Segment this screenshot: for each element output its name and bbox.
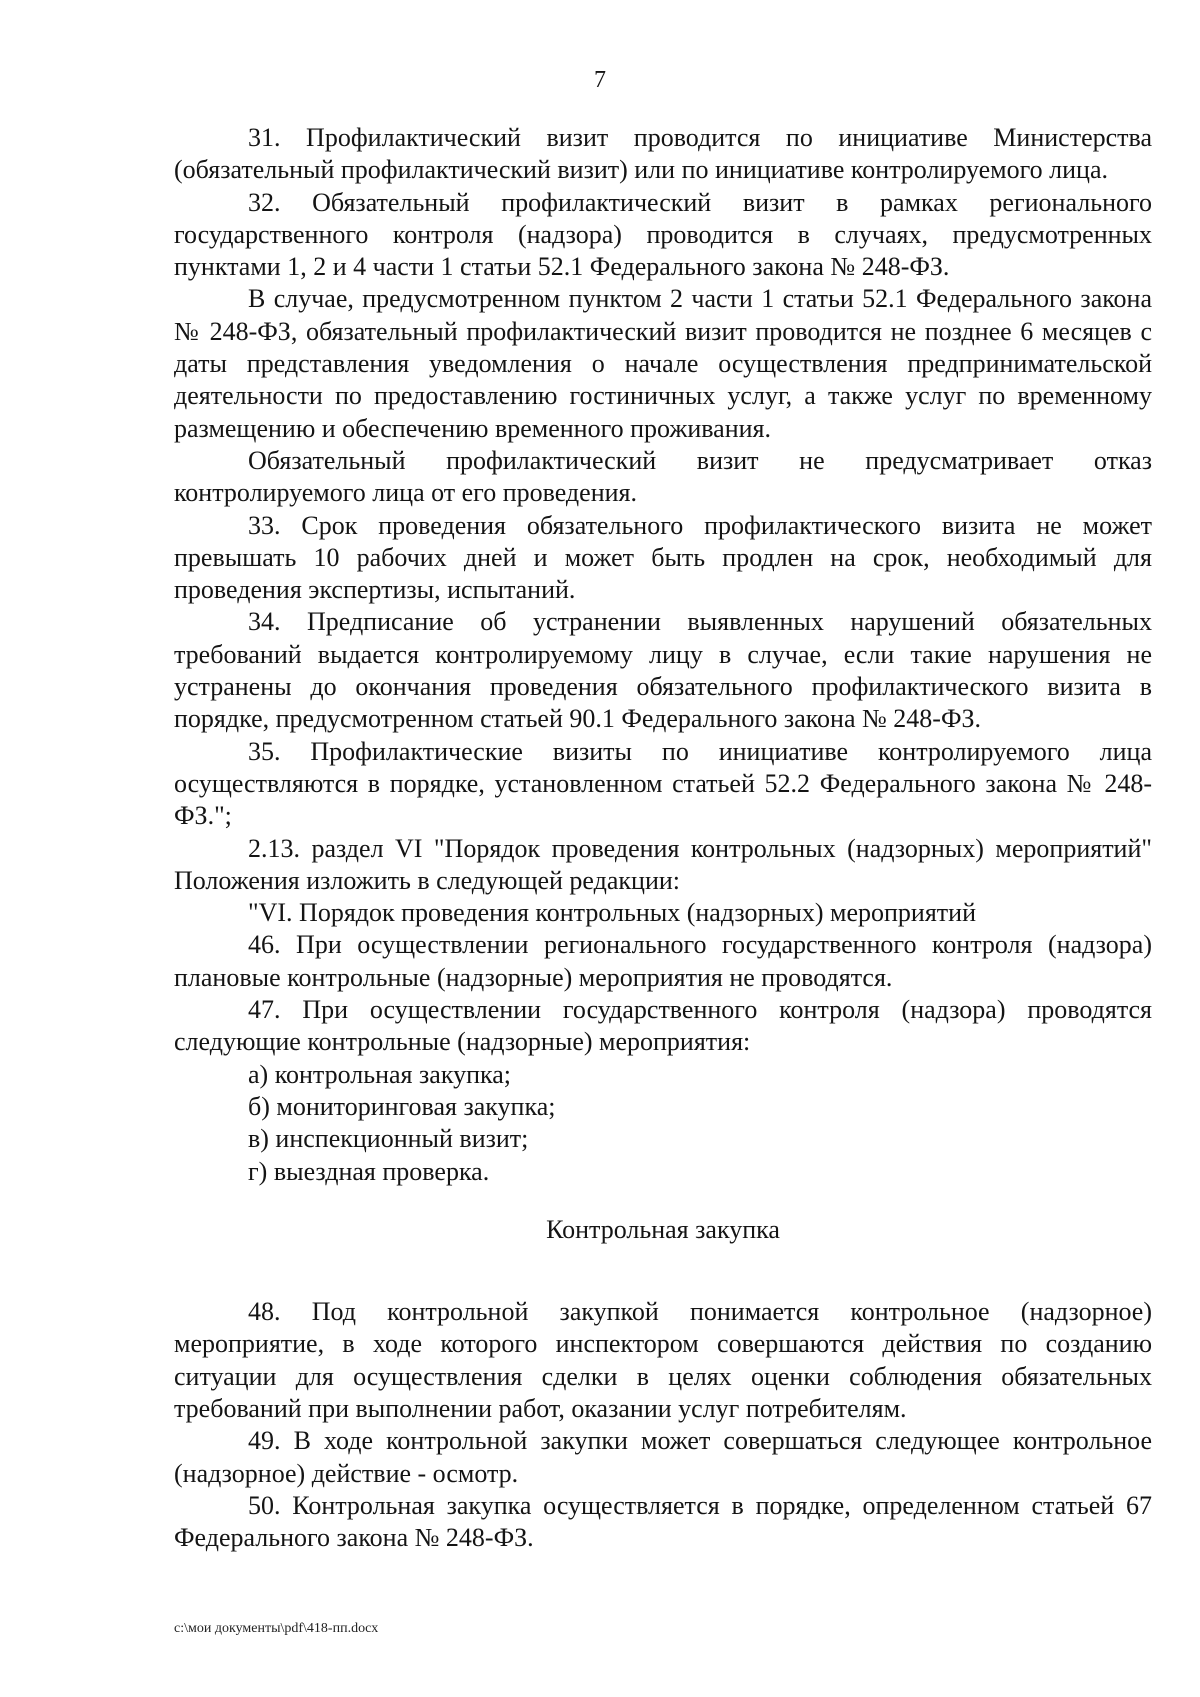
list-item-b: б) мониторинговая закупка; [248,1091,556,1121]
list-item-v: в) инспекционный визит; [248,1124,529,1154]
footer-file-path: c:\мои документы\pdf\418-пп.docx [174,1621,379,1636]
paragraph-47: 47. При осуществлении государственного контроля (надзора) проводятся следующие контрольные (надзорные) мероприятия: [174,995,1152,1057]
paragraph-32: 32. Обязательный профилактический визит в рамках регионального государственного контроля (надзора) проводится в случаях, предусмотренных пунктами 1, 2 и 4 части 1 статьи 52.1 Федерального закона № 248-ФЗ. [174,187,1152,282]
section-heading: Контрольная закупка [546,1214,780,1244]
paragraph-2-13: 2.13. раздел VI "Порядок проведения контрольных (надзорных) мероприятий" Положения изложить в следующей редакции: [174,833,1152,895]
paragraph-35: 35. Профилактические визиты по инициативе контролируемого лица осуществляются в порядке, установленном статьей 52.2 Федерального закона № 248-ФЗ."; [174,736,1152,831]
paragraph-32-no-refusal: Обязательный профилактический визит не предусматривает отказ контролируемого лица от его проведения. [174,445,1152,508]
paragraph-49: 49. В ходе контрольной закупки может совершаться следующее контрольное (надзорное) действие - осмотр. [174,1426,1152,1488]
paragraph-34: 34. Предписание об устранении выявленных нарушений обязательных требований выдается контролируемому лицу в случае, если такие нарушения не устранены до окончания проведения обязательного профилактического визита в порядке, предусмотренном статьей 90.1 Федерального закона № 248-ФЗ. [174,607,1152,734]
paragraph-50: 50. Контрольная закупка осуществляется в порядке, определенном статьей 67 Федерального закона № 248-ФЗ. [174,1490,1152,1553]
paragraph-33: 33. Срок проведения обязательного профилактического визита не может превышать 10 рабочих дней и может быть продлен на срок, необходимый для проведения экспертизы, испытаний. [174,510,1152,605]
paragraph-31: 31. Профилактический визит проводится по инициативе Министерства (обязательный профилактический визит) или по инициативе контролируемого лица. [174,123,1152,185]
page-number: 7 [594,67,606,93]
section-vi-title: "VI. Порядок проведения контрольных (надзорных) мероприятий [248,898,976,928]
document-body [174,122,1152,1554]
paragraph-32-case: В случае, предусмотренном пунктом 2 части 1 статьи 52.1 Федерального закона № 248-ФЗ, обязательный профилактический визит проводится не позднее 6 месяцев с даты представления уведомления о начале осуществления предпринимательской деятельности по предоставлению гостиничных услуг, а также услуг по временному размещению и обеспечению временного проживания. [174,284,1152,443]
list-item-a: а) контрольная закупка; [248,1059,511,1089]
list-item-g: г) выездная проверка. [248,1156,490,1186]
paragraph-46: 46. При осуществлении регионального государственного контроля (надзора) плановые контрольные (надзорные) мероприятия не проводятся. [174,930,1152,992]
paragraph-48: 48. Под контрольной закупкой понимается контрольное (надзорное) мероприятие, в ходе которого инспектором совершаются действия по созданию ситуации для осуществления сделки в целях оценки соблюдения обязательных требований при выполнении работ, оказании услуг потребителям. [174,1297,1152,1423]
